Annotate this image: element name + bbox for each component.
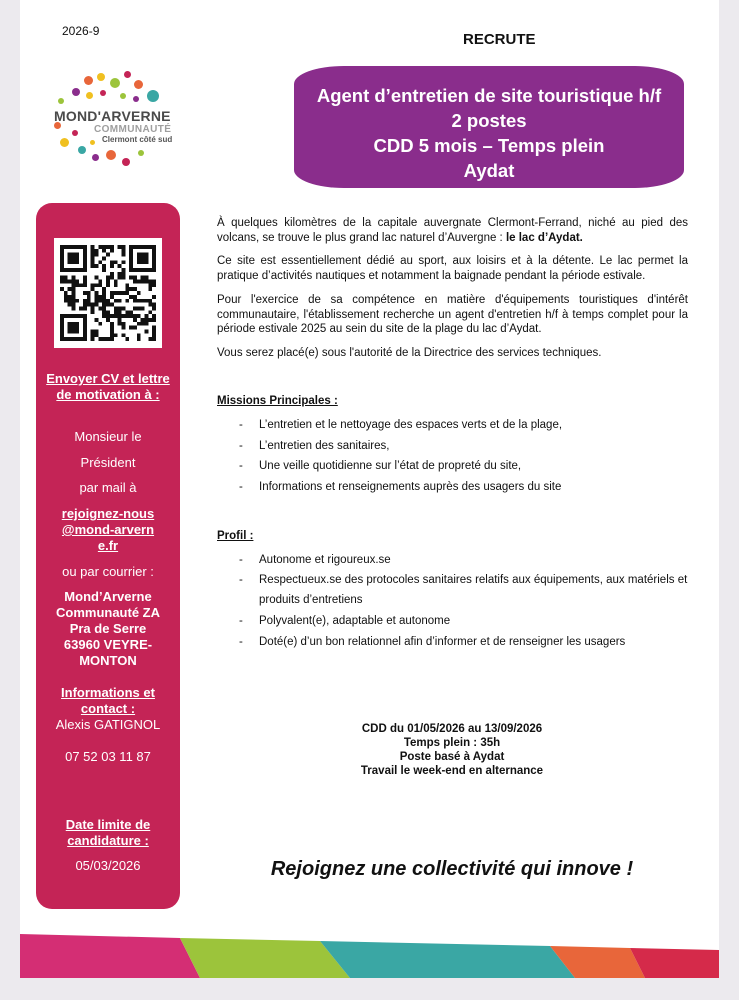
job-contract: CDD 5 mois – Temps plein	[373, 135, 605, 156]
profil-item-text: Autonome et rigoureux.se	[259, 554, 391, 566]
logo-subtitle: COMMUNAUTÉ	[94, 124, 172, 135]
bullet-dash: -	[239, 481, 243, 493]
recipient-line1: Monsieur le	[74, 429, 142, 444]
bullet-dash: -	[239, 636, 243, 648]
logo-name: MOND'ARVERNE	[54, 108, 171, 124]
slogan: Rejoignez une collectivité qui innove !	[270, 858, 634, 880]
bullet-dash: -	[239, 574, 243, 586]
contact-phone[interactable]: 07 52 03 11 87	[65, 749, 151, 764]
profil-heading: Profil :	[217, 530, 254, 542]
intro-paragraph-2: Ce site est essentiellement dédié au sport, aux loisirs et à la détente. Le lac permet la pratique d’activités nautiques et notamment la baignade pendant la période estivale.	[217, 255, 688, 282]
reference-number: 2026-9	[62, 24, 100, 38]
email-link[interactable]: rejoignez-nous@mond-arverne.fr	[61, 506, 155, 553]
mission-item-text: Une veille quotidienne sur l’état de propreté du site,	[259, 460, 522, 472]
by-post-label: ou par courrier :	[62, 564, 154, 579]
recipient-line2: Président	[80, 455, 136, 470]
qr-code[interactable]	[54, 238, 162, 348]
intro-paragraph-1	[217, 216, 688, 245]
bullet-dash: -	[239, 554, 243, 566]
profil-item-text: Polyvalent(e), adaptable et autonome	[259, 615, 451, 627]
contact-heading: Informations et contact :	[61, 685, 155, 716]
job-title: Agent d’entretien de site touristique h/f	[316, 85, 662, 106]
contract-hours: Temps plein : 35h	[403, 737, 501, 749]
job-location: Aydat	[463, 160, 515, 181]
postal-address: Mond’Arverne Communauté ZA Pra de Serre 63960 VEYRE-MONTON	[56, 589, 160, 668]
contract-dates: CDD du 01/05/2026 au 13/09/2026	[361, 723, 543, 735]
contract-weekend: Travail le week-end en alternance	[360, 765, 544, 777]
logo-tagline: Clermont côté sud	[102, 135, 173, 144]
job-title-banner	[294, 66, 684, 188]
mission-item-text: L’entretien des sanitaires,	[259, 440, 390, 452]
intro-paragraph-3: Pour l'exercice de sa compétence en matière d'équipements touristiques d'intérêt communautaire, l'établissement recherche un agent d'entretien h/f à temps complet pour la période estivale 2025 au sein du site de la plage du lac d’Aydat.	[217, 294, 688, 335]
bullet-dash: -	[239, 419, 243, 431]
profil-item-text: Doté(e) d’un bon relationnel afin d’informer et de renseigner les usagers	[259, 636, 626, 648]
decorative-color-band	[20, 934, 719, 978]
contract-location: Poste basé à Aydat	[399, 751, 505, 763]
intro-paragraph-4: Vous serez placé(e) sous l'autorité de la Directrice des services techniques.	[217, 347, 602, 359]
job-positions: 2 postes	[451, 110, 527, 131]
deadline-date: 05/03/2026	[75, 858, 141, 873]
contact-name: Alexis GATIGNOL	[55, 717, 161, 732]
mission-item-text: Informations et renseignements auprès des usagers du site	[259, 481, 562, 493]
contact-sidebar	[36, 203, 180, 909]
intro-lake-name: le lac d’Aydat.	[505, 231, 583, 244]
by-mail-label: par mail à	[79, 480, 137, 495]
mission-item-text: L’entretien et le nettoyage des espaces verts et de la plage,	[259, 419, 563, 431]
job-offer-page	[20, 0, 719, 978]
bullet-dash: -	[239, 460, 243, 472]
recrute-label: RECRUTE	[463, 31, 536, 48]
intro-text: À quelques kilomètres de la capitale auvergnate Clermont-Ferrand, niché au pied des volcans, se trouve le plus grand lac naturel d’Auvergne :	[217, 217, 688, 244]
contract-conditions	[320, 722, 584, 778]
apply-heading: Envoyer CV et lettre de motivation à :	[46, 371, 170, 402]
bullet-dash: -	[239, 440, 243, 452]
mond-arverne-logo	[50, 68, 200, 173]
profil-item-text: Respectueux.se des protocoles sanitaires relatifs aux équipements, aux matériels et produits d’entretiens	[259, 574, 688, 606]
missions-heading: Missions Principales :	[217, 395, 338, 407]
bullet-dash: -	[239, 615, 243, 627]
deadline-heading: Date limite de candidature :	[65, 817, 151, 848]
